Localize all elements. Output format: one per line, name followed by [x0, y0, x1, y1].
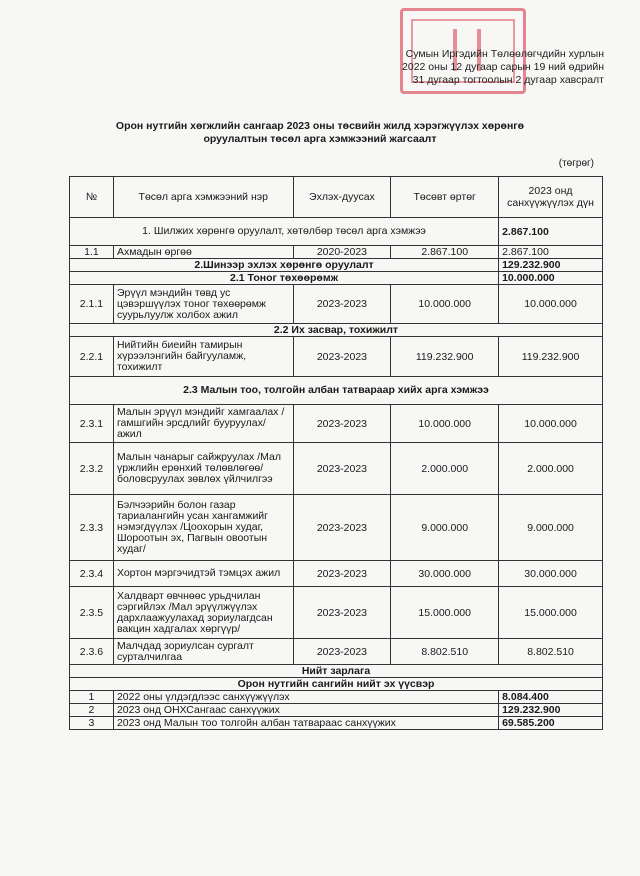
table-row [70, 337, 603, 377]
row-name: Бэлчээрийн болон газар тариалангийн усан хангамжийг нэмэгдүүлэх /Цоохорын худаг, Шороотын эх, Пагвын овоотын худаг/ [113, 495, 293, 561]
row-funding: 8.802.510 [499, 639, 603, 665]
col-period: Эхлэх-дуусах [293, 177, 391, 218]
source-value: 69.585.200 [499, 717, 603, 730]
source-value: 8.084.400 [499, 691, 603, 704]
title-line-2: оруулалтын төсөл арга хэмжээний жагсаалт [203, 133, 437, 145]
row-name: Ахмадын өргөө [113, 246, 293, 259]
row-number: 2.3.3 [70, 495, 114, 561]
header-line-1: Сумын Иргэдийн Төлөөлөгчдийн хурлын [405, 48, 604, 60]
section-row [70, 324, 603, 337]
table-row [70, 587, 603, 639]
section-value: 2.867.100 [499, 218, 603, 246]
table-row [70, 639, 603, 665]
table-row [70, 285, 603, 324]
table-row [70, 561, 603, 587]
col-number: № [70, 177, 114, 218]
row-number: 2.1.1 [70, 285, 114, 324]
col-name: Төсөл арга хэмжээний нэр [113, 177, 293, 218]
row-budget: 2.000.000 [391, 443, 499, 495]
row-budget: 15.000.000 [391, 587, 499, 639]
row-budget: 10.000.000 [391, 405, 499, 443]
source-number: 1 [70, 691, 114, 704]
row-funding: 2.867.100 [499, 246, 603, 259]
row-funding: 10.000.000 [499, 285, 603, 324]
section-row [70, 377, 603, 405]
section-row [70, 218, 603, 246]
section-value: 129.232.900 [499, 259, 603, 272]
row-funding: 2.000.000 [499, 443, 603, 495]
row-name: Малын эрүүл мэндийг хамгаалах /гамшгийн эрсдлийг бууруулах/ ажил [113, 405, 293, 443]
section-row [70, 272, 603, 285]
section-label: 1. Шилжих хөрөнгө оруулалт, хөтөлбөр төсөл арга хэмжээ [70, 218, 499, 246]
row-period: 2023-2023 [293, 587, 391, 639]
row-funding: 15.000.000 [499, 587, 603, 639]
section-label: 2.3 Малын тоо, толгойн албан татвараар хийх арга хэмжээ [70, 377, 603, 405]
row-budget: 8.802.510 [391, 639, 499, 665]
col-budget: Төсөвт өртөг [391, 177, 499, 218]
source-number: 3 [70, 717, 114, 730]
row-number: 2.3.4 [70, 561, 114, 587]
header-line-3: 31 дугаар тогтоолын 2 дугаар хавсралт [412, 74, 604, 86]
table-row [70, 495, 603, 561]
source-row [70, 717, 603, 730]
row-budget: 10.000.000 [391, 285, 499, 324]
table-row [70, 246, 603, 259]
section-label: 2.Шинээр эхлэх хөрөнгө оруулалт [70, 259, 499, 272]
row-name: Малын чанарыг сайжруулах /Мал үржлийн ерөнхий төлөвлөгөө/ боловсруулах зөвлөх үйлчилгээ [113, 443, 293, 495]
annex-header [402, 48, 604, 87]
row-funding: 10.000.000 [499, 405, 603, 443]
row-funding: 119.232.900 [499, 337, 603, 377]
row-number: 2.2.1 [70, 337, 114, 377]
sources-heading-row [70, 678, 603, 691]
source-name: 2022 оны үлдэгдлээс санхүүжүүлэх [113, 691, 498, 704]
title-line-1: Орон нутгийн хөгжлийн сангаар 2023 оны төсвийн жилд хэрэгжүүлэх хөрөнгө [115, 120, 525, 132]
col-funding: 2023 онд санхүүжүүлэх дүн [499, 177, 603, 218]
row-name: Нийтийн биеийн тамирын хүрээлэнгийн байгууламж, тохижилт [113, 337, 293, 377]
source-name: 2023 онд Малын тоо толгойн албан татвараас санхүүжих [113, 717, 498, 730]
sources-label: Орон нутгийн сангийн нийт эх үүсвэр [70, 678, 603, 691]
row-period: 2023-2023 [293, 337, 391, 377]
header-line-2: 2022 оны 12 дугаар сарын 19 ний өдрийн [402, 61, 604, 73]
row-budget: 9.000.000 [391, 495, 499, 561]
table-row [70, 405, 603, 443]
source-name: 2023 онд ОНХСангаас санхүүжих [113, 704, 498, 717]
source-row [70, 704, 603, 717]
row-period: 2023-2023 [293, 405, 391, 443]
total-label: Нийт зарлага [70, 665, 603, 678]
section-value: 10.000.000 [499, 272, 603, 285]
investment-table [69, 176, 603, 730]
row-number: 1.1 [70, 246, 114, 259]
currency-unit: (төгрөг) [558, 158, 594, 169]
document-title [100, 120, 540, 146]
row-period: 2023-2023 [293, 495, 391, 561]
section-row [70, 259, 603, 272]
source-value: 129.232.900 [499, 704, 603, 717]
table-header-row [70, 177, 603, 218]
row-name: Хортон мэргэчидтэй тэмцэх ажил [113, 561, 293, 587]
row-funding: 30.000.000 [499, 561, 603, 587]
row-number: 2.3.5 [70, 587, 114, 639]
total-row [70, 665, 603, 678]
row-name: Малчдад зориулсан сургалт сурталчилгаа [113, 639, 293, 665]
row-budget: 119.232.900 [391, 337, 499, 377]
table-row [70, 443, 603, 495]
row-period: 2023-2023 [293, 561, 391, 587]
row-period: 2020-2023 [293, 246, 391, 259]
row-funding: 9.000.000 [499, 495, 603, 561]
source-row [70, 691, 603, 704]
section-label: 2.1 Тоног төхөөрөмж [70, 272, 499, 285]
row-period: 2023-2023 [293, 639, 391, 665]
row-budget: 30.000.000 [391, 561, 499, 587]
section-label: 2.2 Их засвар, тохижилт [70, 324, 603, 337]
row-number: 2.3.2 [70, 443, 114, 495]
row-number: 2.3.1 [70, 405, 114, 443]
row-budget: 2.867.100 [391, 246, 499, 259]
row-name: Эрүүл мэндийн төвд ус цэвэршүүлэх тоног төхөөрөмж суурьлуулж холбох ажил [113, 285, 293, 324]
row-period: 2023-2023 [293, 443, 391, 495]
row-name: Халдварт өвчнөөс урьдчилан сэргийлэх /Мал эрүүлжүүлэх дархлаажуулахад зориулагдсан вакцин хадгалах хөргүүр/ [113, 587, 293, 639]
row-number: 2.3.6 [70, 639, 114, 665]
row-period: 2023-2023 [293, 285, 391, 324]
source-number: 2 [70, 704, 114, 717]
